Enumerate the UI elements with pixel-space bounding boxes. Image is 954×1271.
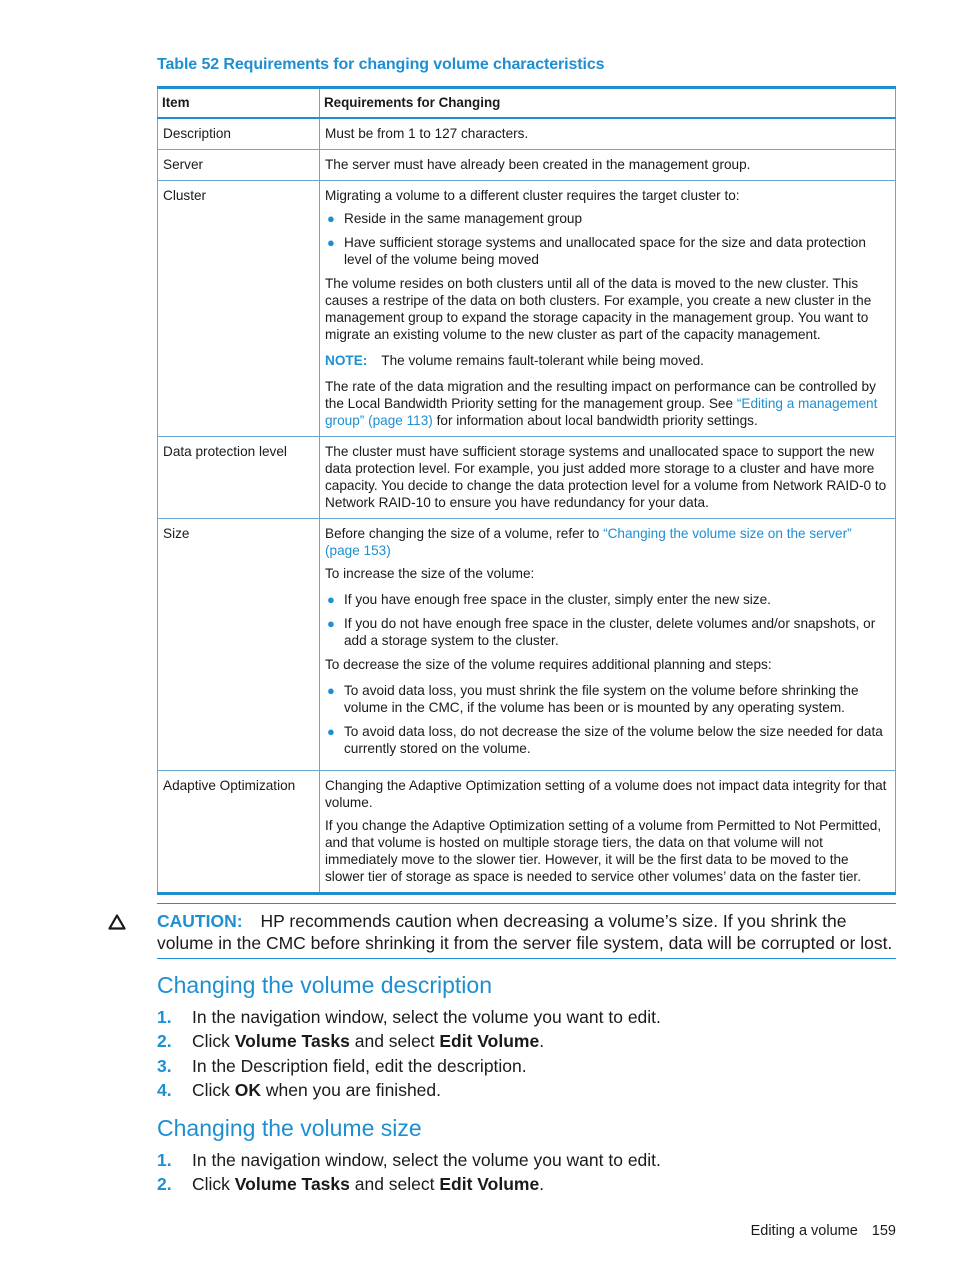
page-number: 159	[871, 1223, 896, 1239]
table-row	[158, 150, 896, 181]
cluster-bullets	[325, 210, 890, 268]
section-heading-description: Changing the volume description	[157, 972, 492, 998]
list-item	[325, 723, 890, 757]
row-item-ao: Adaptive Optimization	[158, 771, 320, 894]
size-before	[325, 525, 890, 559]
table-row	[158, 771, 896, 894]
table-row	[158, 519, 896, 771]
volume-tasks-label: Volume Tasks	[234, 1031, 350, 1052]
header-requirements: Requirements for Changing	[320, 88, 896, 119]
step-number: 1.	[157, 1007, 172, 1027]
bullet-icon: ●	[327, 235, 335, 250]
row-content-cluster	[320, 181, 896, 437]
cluster-note	[325, 352, 890, 369]
increase-bullets	[325, 591, 890, 649]
ao-para-1: Changing the Adaptive Optimization setting of a volume does not impact data integrity for that volume.	[325, 778, 887, 810]
step-text: and select	[349, 1031, 440, 1052]
step-item	[157, 1078, 661, 1102]
section-heading-size: Changing the volume size	[157, 1115, 422, 1141]
volume-tasks-label: Volume Tasks	[234, 1174, 350, 1195]
step-number: 3.	[157, 1055, 172, 1076]
row-item-cluster: Cluster	[158, 181, 320, 437]
step-number: 1.	[157, 1150, 172, 1170]
step-text: Click	[192, 1174, 235, 1195]
caution-label: CAUTION:	[157, 911, 243, 931]
step-item	[157, 1005, 661, 1029]
table-header-row	[158, 88, 896, 119]
steps-description	[157, 1005, 661, 1102]
page-footer	[751, 1223, 896, 1239]
bullet-text: If you do not have enough free space in the cluster, delete volumes and/or snapshots, or add a storage system to the cluster.	[344, 616, 876, 648]
steps-size	[157, 1148, 661, 1197]
row-item-server: Server	[158, 150, 320, 181]
step-text: In the navigation window, select the volume you want to edit.	[192, 1150, 661, 1170]
step-item	[157, 1148, 661, 1172]
header-item: Item	[158, 88, 320, 119]
ao-para-2: If you change the Adaptive Optimization setting of a volume from Permitted to Not Permitted, and that volume is hosted on multiple storage tiers, the data on that volume will not immediately move to the slower tier. However, it will be the first data to be moved to the slower tier of storage as space is needed to service other volumes’ data on the faster tier.	[325, 818, 882, 884]
footer-section-title: Editing a volume	[750, 1223, 858, 1239]
bullet-text: If you have enough free space in the cluster, simply enter the new size.	[344, 592, 771, 607]
step-item	[157, 1172, 661, 1196]
bullet-icon: ●	[327, 616, 335, 631]
step-text: when you are finished.	[261, 1079, 442, 1100]
step-text: Click	[192, 1079, 235, 1100]
note-text: The volume remains fault-tolerant while being moved.	[381, 353, 704, 368]
list-item	[325, 615, 890, 649]
size-increase: To increase the size of the volume:	[325, 566, 535, 581]
rate-text-after: for information about local bandwidth priority settings.	[432, 413, 758, 428]
step-number: 2.	[157, 1031, 172, 1052]
edit-volume-label: Edit Volume	[439, 1031, 540, 1052]
table-row	[158, 181, 896, 437]
size-decrease: To decrease the size of the volume requires additional planning and steps:	[325, 657, 772, 672]
cluster-intro: Migrating a volume to a different cluster requires the target cluster to:	[325, 188, 740, 203]
rate-text: The rate of the data migration and the resulting impact on performance can be controlled by the Local Bandwidth Priority setting for the management group. See	[325, 379, 876, 411]
row-content-size	[320, 519, 896, 771]
bullet-icon: ●	[327, 211, 335, 226]
list-item	[325, 591, 890, 608]
note-label: NOTE:	[325, 353, 368, 368]
caution-text: HP recommends caution when decreasing a volume’s size. If you shrink the volume in the CMC before shrinking it from the server file system, data will be corrupted or lost.	[157, 911, 893, 953]
bullet-icon: ●	[327, 724, 335, 739]
step-text: .	[539, 1031, 545, 1052]
row-item-description: Description	[158, 118, 320, 150]
bullet-icon: ●	[327, 683, 335, 698]
table-caption: Table 52 Requirements for changing volume characteristics	[157, 56, 605, 73]
row-item-size: Size	[158, 519, 320, 771]
table-row	[158, 118, 896, 150]
bullet-text: Reside in the same management group	[344, 211, 583, 226]
step-text: In the Description field, edit the description.	[192, 1055, 527, 1076]
row-text-server: The server must have already been created in the management group.	[320, 150, 896, 181]
requirements-table	[157, 86, 896, 895]
step-text: In the navigation window, select the volume you want to edit.	[192, 1007, 661, 1027]
step-number: 2.	[157, 1174, 172, 1195]
list-item	[325, 210, 890, 227]
step-text: Click	[192, 1031, 235, 1052]
bullet-icon: ●	[327, 592, 335, 607]
table-row	[158, 437, 896, 519]
row-item-protection: Data protection level	[158, 437, 320, 519]
cluster-para: The volume resides on both clusters until all of the data is moved to the new cluster. This causes a restripe of the data on both clusters. For example, you create a new cluster in the management group to expand the storage capacity in the management group. You want to migrate an existing volume to the new cluster as part of the capacity management.	[325, 276, 872, 342]
bullet-text: To avoid data loss, you must shrink the file system on the volume before shrinking the volume in the CMC, if the volume has been or is mounted by any operating system.	[344, 683, 859, 715]
editing-management-group-link[interactable]: “Editing a management group” (page 113)	[325, 396, 878, 428]
step-item	[157, 1054, 661, 1078]
step-item	[157, 1029, 661, 1053]
bullet-text: To avoid data loss, do not decrease the size of the volume below the size needed for data currently stored on the volume.	[344, 724, 883, 756]
list-item	[325, 682, 890, 716]
list-item	[325, 234, 890, 268]
step-text: .	[539, 1174, 545, 1195]
size-before-text: Before changing the size of a volume, refer to	[325, 526, 604, 541]
step-text: and select	[349, 1174, 440, 1195]
row-content-ao	[320, 771, 896, 894]
changing-volume-size-link[interactable]: “Changing the volume size on the server” (page 153)	[325, 526, 852, 558]
bullet-text: Have sufficient storage systems and unallocated space for the size and data protection level of the volume being moved	[344, 235, 866, 267]
row-text-description: Must be from 1 to 127 characters.	[320, 118, 896, 150]
edit-volume-label: Edit Volume	[439, 1174, 540, 1195]
cluster-rate	[325, 378, 890, 429]
ok-label: OK	[234, 1079, 262, 1100]
step-number: 4.	[157, 1079, 172, 1100]
caution-box	[157, 903, 896, 959]
decrease-bullets	[325, 682, 890, 757]
caution-triangle-icon	[108, 914, 126, 930]
row-text-protection: The cluster must have sufficient storage systems and unallocated space to support the new data protection level. For example, you just added more storage to a cluster and have more capacity. You decide to change the data protection level for a volume from Network RAID-0 to Network RAID-10 to ensure you have redundancy for your data.	[320, 437, 896, 519]
